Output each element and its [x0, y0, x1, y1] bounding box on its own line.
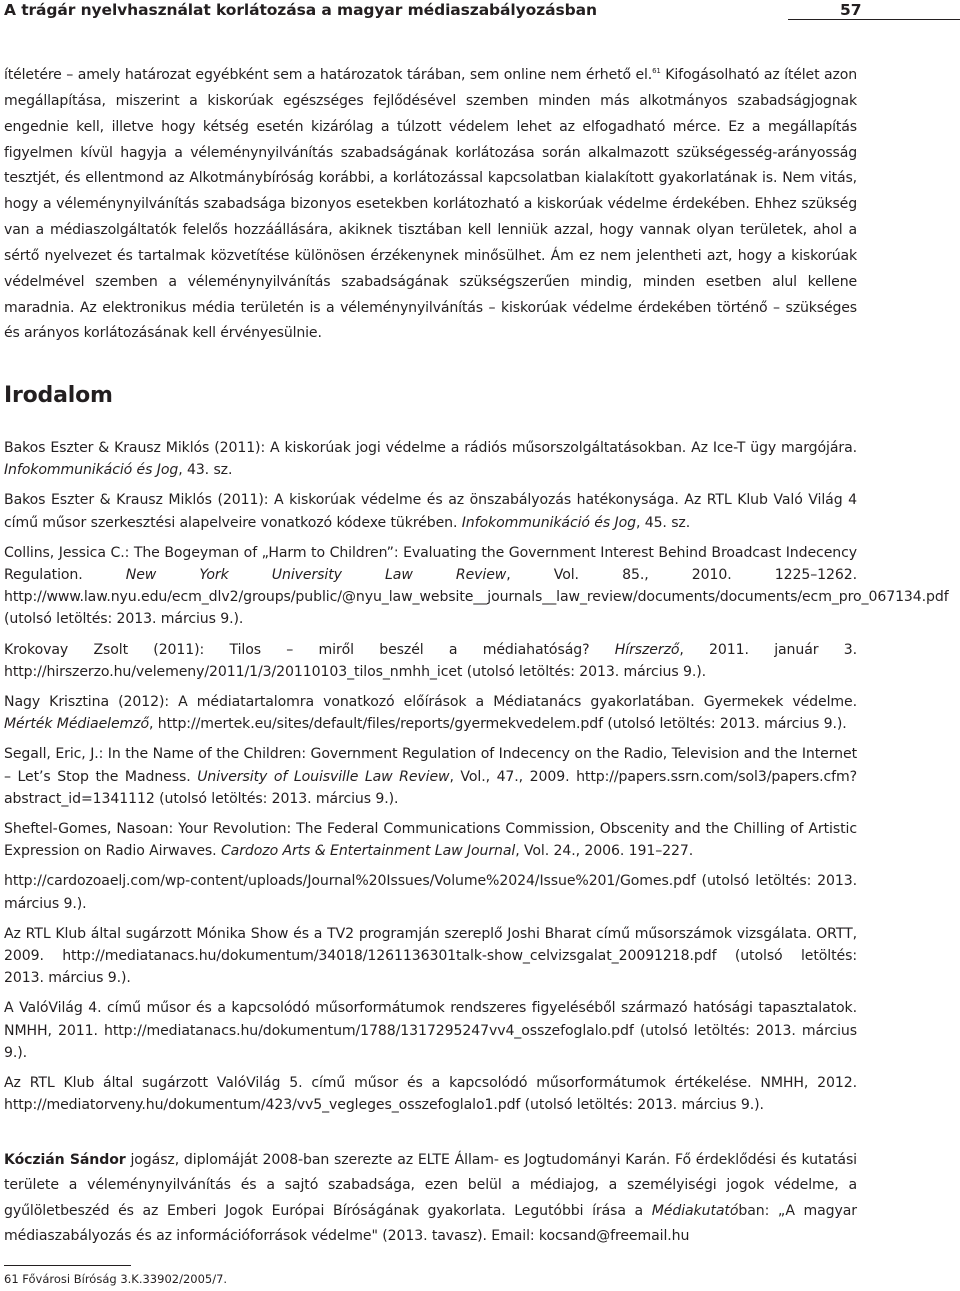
reference-text: Bakos Eszter & Krausz Miklós (2011): A kiskorúak védelme és az önszabályozás hatékonysága. Az RTL Klub Való Világ 4 című műsor szerkesztési alapelveire vonatkozó kódexe tükrében. — [4, 492, 857, 531]
header-rule — [788, 19, 960, 20]
reference-item — [4, 691, 857, 735]
reference-source: Infokommunikáció és Jog — [461, 514, 636, 531]
running-header — [4, 0, 960, 26]
reference-text: http://cardozoaelj.com/wp-content/uploads/Journal%20Issues/Volume%2024/Issue%201/Gomes.pdf (utolsó letöltés: 2013. március 9.). — [4, 873, 857, 912]
reference-item — [4, 818, 857, 862]
reference-item — [4, 997, 857, 1064]
footnote: 61 Fővárosi Bíróság 3.K.33902/2005/7. — [4, 1272, 228, 1286]
reference-text: , http://mertek.eu/sites/default/files/reports/gyermekvedelem.pdf (utolsó letöltés: 2013. március 9.). — [149, 716, 847, 733]
page-number: 57 — [840, 1, 862, 19]
reference-item — [4, 870, 857, 914]
reference-text: Bakos Eszter & Krausz Miklós (2011): A kiskorúak jogi védelme a rádiós műsorszolgáltatásokban. Az Ice-T ügy margójára. — [4, 440, 857, 456]
footnote-rule — [4, 1265, 131, 1266]
reference-text: Collins, Jessica C.: The Bogeyman of „Harm to Children”: Evaluating the Government Interest Behind Broadcast Indecency Regulation. — [4, 544, 857, 584]
body-text-part-2: Kifogásolható az ítélet azon megállapítása, miszerint a kiskorúak egészséges fejlődésével szemben minden más alkotmányos szabadságjognak engednie kell, illetve hogy kétség esetén kizárólag a túlzott védelem lehet az elfogadható mérce. Ez a megállapítás figyelmen kívül hagyja a véleménynyilvánítás szabadságának korlátozása során alkalmazott szükségesség-arányosság tesztjét, és ellentmond az Alkotmánybíróság korábbi, a korlátozással kapcsolatban kialakított gyakorlatának is. Nem vitás, hogy a véleménynyilvánítás szabadsága bizonyos esetekben korlátozható a kiskorúak védelme érdekében. Ehhez szükség van a médiaszolgáltatók felelős hozzáállására, akiknek tisztában kell lenniük azzal, hogy vannak olyan területek, ahol a sértő nyelvezet és tartalmak közvetítése különösen érzékenynek minősülhet. Ám ez nem jelentheti azt, hogy a kiskorúak védelmével szemben a véleménynyilvánítás szabadságának szükségszerűen mindig, minden esetben alul kellene maradnia. Az elektronikus média területén is a véleménynyilvánítás – kiskorúak védelme érdekében történő – szükséges és arányos korlátozásának kell érvényesülnie. — [4, 67, 857, 342]
reference-source: Hírszerző — [614, 641, 680, 658]
reference-item — [4, 639, 857, 683]
reference-text: Krokovay Zsolt (2011): Tilos – miről beszél a médiahatóság? — [4, 641, 615, 658]
reference-text: A ValóVilág 4. című műsor és a kapcsolódó műsorformátumok rendszeres figyeléséből származó hatósági tapasztalatok. NMHH, 2011. http://mediatanacs.hu/dokumentum/1788/1317295247vv4_osszefoglalo.pdf (utolsó letöltés: 2013. március 9.). — [4, 1000, 857, 1061]
reference-item — [4, 1072, 857, 1116]
footnote-ref[interactable]: 61 — [652, 67, 661, 75]
reference-item — [4, 743, 857, 810]
reference-source: University of Louisville Law Review — [197, 768, 450, 785]
author-bio — [4, 1148, 857, 1249]
reference-source: Cardozo Arts & Entertainment Law Journal — [220, 843, 516, 860]
reference-text: Sheftel-Gomes, Nasoan: Your Revolution: The Federal Communications Commission, Obscenity and the Chilling of Artistic Expression on Radio Airwaves. — [4, 821, 857, 860]
author-bio-text: ban: „A magyar médiaszabályozás és az információforrások védelme" (2013. tavasz). Email: kocsand@freemail.hu — [4, 1202, 857, 1244]
author-name: Kóczián Sándor — [4, 1152, 126, 1168]
reference-text: Az RTL Klub által sugárzott Mónika Show és a TV2 programján szereplő Joshi Bharat című műsorszámok vizsgálata. ORTT, 2009. http://mediatanacs.hu/dokumentum/34018/1261136301talk-show_celvizsgalat_20091218.pdf (utolsó letöltés: 2013. március 9.). — [4, 925, 857, 987]
body-text-part-1: ítéletére – amely határozat egyébként sem a határozatok tárában, sem online nem érhető el. — [4, 67, 653, 83]
reference-source: New York University Law Review — [125, 567, 507, 584]
reference-item — [4, 489, 857, 533]
reference-item — [4, 542, 949, 631]
reference-text: , 2011. január 3. http://hirszerzo.hu/velemeny/2011/1/3/20110103_tilos_nmhh_icet (utolsó letöltés: 2013. március 9.). — [4, 641, 857, 680]
reference-source: Mérték Médiaelemző — [4, 716, 150, 733]
reference-item — [4, 923, 857, 990]
reference-text: , Vol. 24., 2006. 191–227. — [515, 843, 694, 860]
section-heading: Irodalom — [4, 383, 113, 408]
body-paragraph — [4, 63, 857, 347]
reference-text: , 43. sz. — [178, 462, 233, 479]
reference-text: Nagy Krisztina (2012): A médiatartalomra vonatkozó előírások a Médiatanács gyakorlatában. Gyermekek védelme. — [4, 694, 857, 711]
reference-text: Az RTL Klub által sugárzott ValóVilág 5. című műsor és a kapcsolódó műsorformátumok értékelése. NMHH, 2012. http://mediatorveny.hu/dokumentum/423/vv5_vegleges_osszefoglalo1.pdf (utolsó letöltés: 2013. március 9.). — [4, 1075, 857, 1114]
running-header-title: A trágár nyelvhasználat korlátozása a magyar médiaszabályozásban — [4, 1, 597, 19]
reference-text: , Vol. 85., 2010. 1225–1262. http://www.law.nyu.edu/ecm_dlv2/groups/public/@nyu_law_website__journals__law_review/documents/documents/ecm_pro_067134.pdf (utolsó letöltés: 2013. március 9.). — [4, 567, 949, 628]
reference-source: Infokommunikáció és Jog — [4, 462, 179, 479]
reference-list — [4, 437, 949, 1124]
author-bio-publication: Médiakutató — [651, 1202, 739, 1219]
reference-text: , 45. sz. — [635, 514, 691, 531]
reference-text: , Vol., 47., 2009. http://papers.ssrn.com/sol3/papers.cfm?abstract_id=1341112 (utolsó letöltés: 2013. március 9.). — [4, 768, 857, 807]
author-bio-text: jogász, diplomáját 2008-ban szerezte az ELTE Állam- es Jogtudományi Karán. Fő érdeklődési és kutatási területe a véleménynyilvánítás és a sajtó szabadsága, ezen belül a médiajog, a személyiségi jogok védelme, a gyűlöletbeszéd és az Emberi Jogok Európai Bíróságának gyakorlata. Legutóbbi írása a — [4, 1152, 857, 1219]
reference-item — [4, 437, 857, 481]
reference-text: Segall, Eric, J.: In the Name of the Children: Government Regulation of Indecency on the Radio, Television and the Internet – Let’s Stop the Madness. — [4, 746, 857, 785]
